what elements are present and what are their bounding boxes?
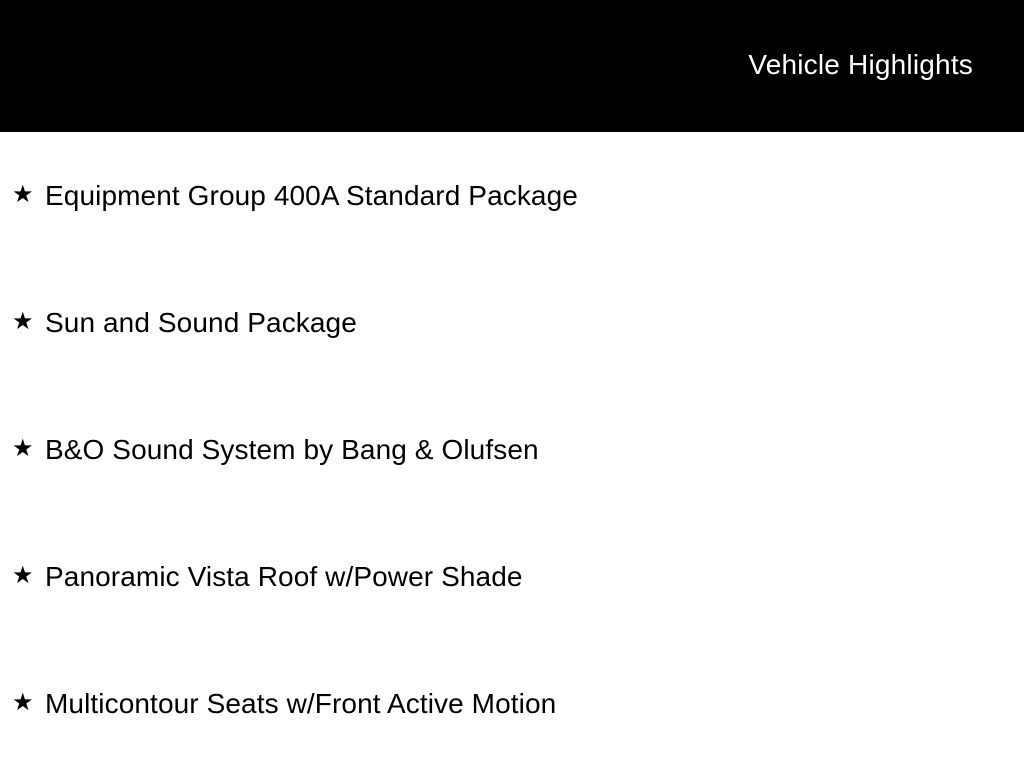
highlights-list (0, 132, 1024, 767)
highlight-item (0, 640, 1024, 767)
star-icon: ★ (12, 688, 34, 716)
star-icon: ★ (12, 307, 34, 335)
highlight-label: Multicontour Seats w/Front Active Motion (45, 687, 557, 719)
page-title: Vehicle Highlights (748, 49, 973, 80)
highlight-label: Panoramic Vista Roof w/Power Shade (45, 560, 523, 592)
highlight-label: Equipment Group 400A Standard Package (45, 179, 578, 211)
highlight-item (0, 513, 1024, 640)
highlight-label: Sun and Sound Package (45, 306, 357, 338)
highlight-item (0, 386, 1024, 513)
highlight-item (0, 259, 1024, 386)
star-icon: ★ (12, 180, 34, 208)
header-bar (0, 0, 1024, 132)
star-icon: ★ (12, 434, 34, 462)
highlight-label: B&O Sound System by Bang & Olufsen (45, 433, 539, 465)
star-icon: ★ (12, 561, 34, 589)
highlight-item (0, 132, 1024, 259)
